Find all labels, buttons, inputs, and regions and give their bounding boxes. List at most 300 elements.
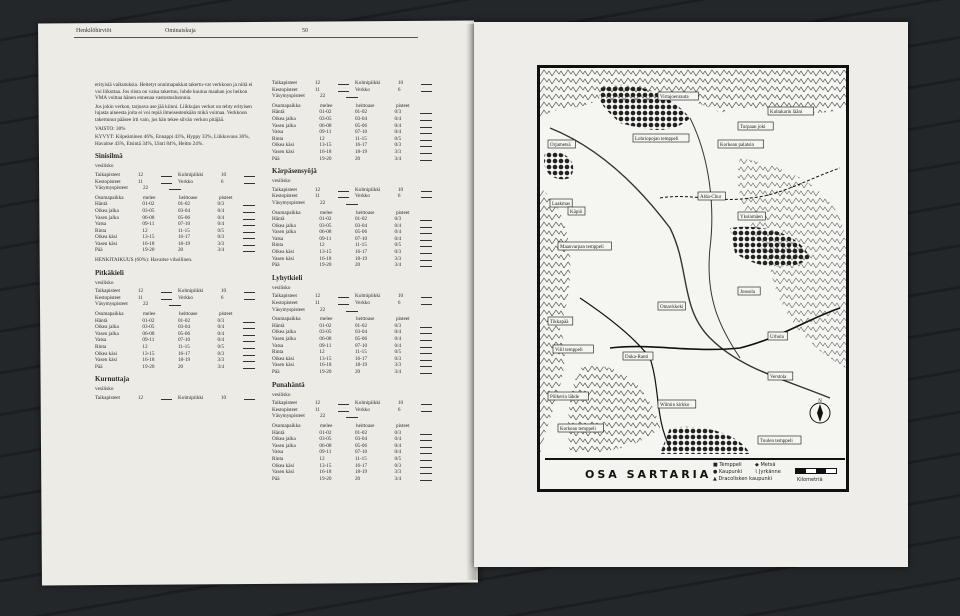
table-cell: 16-18 <box>142 240 155 247</box>
table-header-cell: pisteet <box>396 422 410 429</box>
right-column <box>272 80 432 482</box>
table-cell: 3/3 <box>394 362 402 369</box>
stat-label: Kolmipiikki <box>355 186 381 193</box>
stat-label: Taikapisteet <box>272 400 297 407</box>
hit-table <box>272 316 432 375</box>
table-row <box>95 247 255 254</box>
table-row <box>95 318 255 325</box>
stat-label: Kolmipiikki <box>355 400 381 407</box>
table-cell: Oikea jalka <box>272 222 296 229</box>
stat-label: Taikapisteet <box>272 293 297 300</box>
table-cell: 11-15 <box>354 349 367 356</box>
table-cell: 0/3 <box>394 249 402 256</box>
stat-row <box>272 307 432 314</box>
table-row <box>272 430 432 437</box>
table-cell: 01-02 <box>319 322 332 329</box>
table-cell: 13-15 <box>319 355 332 362</box>
table-cell: Oikea jalka <box>272 115 296 122</box>
table-cell: 3/4 <box>394 475 402 482</box>
table-cell: Vasen käsi <box>95 240 118 247</box>
table-cell: 0/4 <box>394 129 402 136</box>
table-header-cell: Osumapaikka <box>272 422 301 429</box>
table-cell: 06-08 <box>319 336 332 342</box>
stat-value: 12 <box>314 293 321 300</box>
stat-row <box>272 293 432 300</box>
table-cell: 01-02 <box>354 216 368 223</box>
fill-line <box>338 187 349 192</box>
table-row <box>95 228 255 235</box>
stat-row <box>95 172 255 179</box>
hit-table <box>95 311 255 370</box>
table-row <box>272 156 432 163</box>
table-cell: Vasen käsi <box>95 357 118 364</box>
stat-value: 6 <box>397 86 401 93</box>
table-cell: Oikea käsi <box>272 142 295 149</box>
table-cell: Vatsa <box>95 221 107 228</box>
page-number: 50 <box>302 28 308 34</box>
stat-value: 6 <box>397 300 401 307</box>
fill-line <box>420 443 432 448</box>
table-cell: 0/4 <box>394 329 402 336</box>
table-cell: 01-02 <box>319 216 332 223</box>
table-cell: 01-02 <box>354 322 368 329</box>
stat-value: 12 <box>137 288 144 295</box>
table-row <box>95 221 255 228</box>
table-cell: 09-11 <box>142 337 155 344</box>
stat-value: 12 <box>314 400 321 407</box>
table-cell: 16-17 <box>177 234 191 241</box>
table-row <box>95 241 255 248</box>
table-cell: 0/3 <box>394 462 402 469</box>
stat-row <box>95 288 255 295</box>
stat-row <box>95 395 255 402</box>
table-cell: 16-18 <box>319 255 332 262</box>
table-cell: 0/3 <box>394 322 402 329</box>
table-header-cell: Osumapaikka <box>272 102 301 109</box>
table-cell: 20 <box>354 262 361 269</box>
fill-line <box>420 343 432 348</box>
table-cell: 19-20 <box>319 368 332 375</box>
stat-block <box>272 400 432 420</box>
section-title: Punahäntä <box>272 380 305 389</box>
table-row <box>272 356 432 363</box>
table-row <box>272 249 432 256</box>
table-row <box>95 201 255 208</box>
fill-line <box>243 215 255 220</box>
fill-line <box>243 324 255 329</box>
fill-line <box>243 331 255 336</box>
stat-row <box>272 413 432 420</box>
stat-label: Verkko <box>355 193 370 200</box>
table-cell: Oikea jalka <box>272 329 296 336</box>
stat-label: Kolmipiikki <box>178 394 204 401</box>
stat-value: 10 <box>220 288 227 295</box>
table-header-cell: heittoase <box>356 102 375 109</box>
fill-line <box>420 129 432 134</box>
table-row <box>272 436 432 443</box>
table-row <box>95 208 255 215</box>
table-row <box>272 149 432 156</box>
stat-block-short <box>95 395 255 402</box>
table-row <box>95 357 255 364</box>
table-row <box>95 337 255 344</box>
stat-value: 10 <box>220 171 227 178</box>
table-cell: Rinta <box>95 344 107 350</box>
table-row <box>272 443 432 450</box>
table-row <box>272 362 432 369</box>
stat-value: 11 <box>137 294 143 301</box>
table-cell: Häntä <box>95 201 108 208</box>
scale-bar <box>795 468 837 474</box>
stat-value: 6 <box>220 294 224 301</box>
section-sub: vesilisko <box>272 391 291 398</box>
table-cell: 07-10 <box>354 449 368 456</box>
table-cell: Pää <box>95 363 103 370</box>
stat-row <box>272 400 432 407</box>
place-label: Pölkerin lähde <box>550 395 580 400</box>
table-cell: 03-04 <box>177 207 191 214</box>
table-cell: Rinta <box>95 227 107 234</box>
place-label: Tuulen temppeli <box>760 439 793 444</box>
fill-line <box>161 295 172 300</box>
legend-cliff: ⌇ Jyrkänne <box>755 469 781 475</box>
fill-line <box>420 369 432 374</box>
table-row <box>95 344 255 351</box>
fill-line <box>161 395 172 400</box>
left-column <box>95 82 255 402</box>
table-cell: 06-08 <box>319 229 332 236</box>
fill-line <box>243 351 255 356</box>
stat-label: Väsymyspisteet <box>272 93 305 100</box>
table-cell: 09-11 <box>142 221 155 228</box>
table-cell: Vasen jalka <box>95 214 119 221</box>
fill-line <box>338 300 349 305</box>
table-cell: 3/3 <box>394 148 402 155</box>
table-cell: 03-04 <box>354 115 368 122</box>
table-cell: 03-05 <box>142 207 155 214</box>
table-cell: 06-08 <box>319 122 332 129</box>
table-cell: 05-06 <box>354 336 368 342</box>
table-cell: 06-08 <box>142 330 155 337</box>
table-row <box>272 369 432 376</box>
stat-label: Verkko <box>178 294 193 301</box>
table-header-cell: pisteet <box>396 209 410 216</box>
table-row <box>272 449 432 456</box>
place-label: Käpiö <box>570 210 583 215</box>
table-cell: 16-17 <box>354 462 368 469</box>
table-cell: 0/3 <box>217 234 225 241</box>
table-cell: Häntä <box>272 322 285 329</box>
henkitaikuus-text: HENKITAIKUUS (60%): Havaitse vihollinen. <box>95 257 193 264</box>
fill-line <box>243 221 255 226</box>
stat-label: Kestopisteet <box>272 300 298 307</box>
table-row <box>95 351 255 358</box>
table-header <box>272 316 432 323</box>
table-cell: 3/4 <box>394 155 402 162</box>
table-cell: 0/4 <box>394 336 402 342</box>
fill-line <box>420 362 432 367</box>
intro-paragraph: Jos jokin verkon, tarjoava ase jää kiinni. Liikkujan verkot on tehty erityisen lujasta aineesta joita ei voi repiä ilmeisestenkään mikä voimaa. Verkkoon takertunut pääsee irti vain, jos hän tekee silvän verkon pitäjää. <box>95 103 252 123</box>
table-cell: 19-20 <box>319 475 332 482</box>
stat-value: 22 <box>320 306 326 313</box>
header-left: Henkilöhirviöt <box>76 28 112 34</box>
fill-line <box>161 288 172 293</box>
fill-line <box>161 172 172 177</box>
fill-line <box>420 242 432 247</box>
stat-value: 10 <box>397 80 404 86</box>
table-cell: 0/4 <box>394 235 402 242</box>
table-cell: 3/3 <box>394 255 402 262</box>
table-cell: 0/3 <box>394 142 402 149</box>
stat-value: 11 <box>314 300 320 307</box>
table-cell: Vatsa <box>272 235 284 242</box>
fill-line <box>243 337 255 342</box>
fill-line <box>169 185 181 190</box>
section-title: Pitkäkieli <box>95 268 124 277</box>
fill-line <box>244 295 255 300</box>
table-row <box>95 331 255 338</box>
fill-line <box>169 301 181 306</box>
place-label: Alda-Chur <box>700 195 722 200</box>
compass-label: N <box>818 399 822 404</box>
stat-value: 22 <box>320 413 326 420</box>
hit-table <box>272 423 432 482</box>
stat-value: 10 <box>397 400 404 407</box>
stat-value: 22 <box>143 185 149 192</box>
stat-label: Kestopisteet <box>95 294 121 301</box>
fill-line <box>420 123 432 128</box>
table-cell: 0/4 <box>217 214 225 221</box>
table-header-cell: heittoase <box>356 316 375 323</box>
table-cell: Rinta <box>272 349 284 356</box>
table-cell: 18-19 <box>354 362 368 369</box>
table-header-cell: melee <box>320 422 333 429</box>
stat-row <box>272 407 432 414</box>
stat-row <box>272 187 432 194</box>
table-cell: 19-20 <box>142 363 155 370</box>
table-cell: 0/5 <box>217 344 225 350</box>
fill-line <box>420 349 432 354</box>
fill-line <box>244 288 255 293</box>
table-cell: Vasen jalka <box>272 229 296 236</box>
legend-forest: ◆ Metsä <box>755 462 776 468</box>
table-cell: 18-19 <box>354 148 368 155</box>
table-cell: 09-11 <box>319 235 332 242</box>
table-cell: Vatsa <box>95 337 107 344</box>
table-cell: 16-18 <box>319 469 332 476</box>
table-header-cell: Osumapaikka <box>272 209 301 216</box>
table-cell: 0/4 <box>394 449 402 456</box>
section-title: Kärpäsensyöjä <box>272 167 317 176</box>
fill-line <box>420 236 432 241</box>
stat-value: 10 <box>397 293 404 300</box>
table-cell: Vasen käsi <box>272 469 295 476</box>
table-cell: 05-06 <box>177 214 191 221</box>
fill-line <box>420 476 432 481</box>
stat-row <box>272 200 432 207</box>
fill-line <box>420 142 432 147</box>
table-cell: 0/4 <box>217 221 225 228</box>
legend-temple: ■ Temppeli <box>713 462 742 468</box>
stat-value: 22 <box>320 93 326 100</box>
table-cell: 18-19 <box>177 240 191 247</box>
fill-line <box>420 336 432 341</box>
section-title: Kurnuttaja <box>95 375 130 384</box>
table-cell: 13-15 <box>142 350 155 357</box>
table-cell: 0/3 <box>394 216 402 223</box>
table-row <box>272 463 432 470</box>
table-header <box>272 103 432 110</box>
place-label: Jonsola <box>740 290 755 295</box>
table-cell: 20 <box>354 368 361 375</box>
place-label: Wilmin kirkko <box>660 403 690 408</box>
table-cell: 20 <box>354 475 361 482</box>
section-title: Lyhytkieli <box>272 273 303 282</box>
table-cell: 12 <box>319 455 325 462</box>
table-cell: 0/3 <box>217 317 225 324</box>
fill-line <box>420 256 432 261</box>
place-label: Virtajoenrauta <box>660 95 689 100</box>
header-rule <box>74 37 418 38</box>
fill-line <box>346 200 358 205</box>
table-cell: Vatsa <box>272 449 284 456</box>
map-caption <box>545 458 845 492</box>
stat-row <box>272 80 432 87</box>
table-cell: 09-11 <box>319 449 332 456</box>
stat-label: Kolmipiikki <box>355 293 381 300</box>
stat-block <box>95 288 255 308</box>
fill-line <box>338 407 349 412</box>
stat-label: Verkko <box>178 178 193 185</box>
table-header <box>272 423 432 430</box>
place-label: Turpaan joki <box>740 125 766 130</box>
table-row <box>272 469 432 476</box>
legend-draco-city: ▲ Dracolisken kaupunki <box>713 476 772 482</box>
stat-label: Väsymyspisteet <box>272 413 305 420</box>
table-cell: 13-15 <box>319 462 332 469</box>
table-cell: 20 <box>354 155 361 162</box>
fill-line <box>420 449 432 454</box>
stat-label: Väsymyspisteet <box>95 301 128 308</box>
table-cell: 16-17 <box>354 249 368 256</box>
table-cell: 0/4 <box>394 436 402 443</box>
fill-line <box>420 156 432 161</box>
table-cell: Oikea jalka <box>95 324 119 331</box>
fill-line <box>420 216 432 221</box>
table-row <box>272 216 432 223</box>
fill-line <box>243 228 255 233</box>
table-cell: 19-20 <box>319 262 332 269</box>
table-cell: 11-15 <box>177 227 190 234</box>
table-cell: 19-20 <box>142 247 155 254</box>
table-cell: 19-20 <box>319 155 332 162</box>
table-cell: 18-19 <box>354 255 368 262</box>
stat-value: 12 <box>137 394 144 401</box>
table-cell: Vasen jalka <box>95 330 119 337</box>
stat-row <box>95 185 255 192</box>
table-cell: 0/4 <box>394 115 402 122</box>
stat-value: 11 <box>314 406 320 413</box>
table-row <box>95 364 255 371</box>
stat-label: Kestopisteet <box>95 178 121 185</box>
stat-value: 6 <box>397 406 401 413</box>
fill-line <box>346 413 358 418</box>
section-sub: vesilisko <box>95 386 114 393</box>
table-header-cell: pisteet <box>219 311 233 318</box>
fill-line <box>421 193 432 198</box>
table-cell: 03-05 <box>319 115 332 122</box>
stat-label: Väsymyspisteet <box>272 306 305 313</box>
legend-cliff-label: Jyrkänne <box>759 469 781 475</box>
stat-label: Kolmipiikki <box>178 171 204 178</box>
fill-line <box>420 356 432 361</box>
table-cell: Häntä <box>272 429 285 436</box>
stat-label: Verkko <box>355 86 370 93</box>
fill-line <box>420 116 432 121</box>
table-cell: 16-18 <box>319 148 332 155</box>
section-sub: vesilisko <box>272 284 291 291</box>
fill-line <box>243 344 255 349</box>
table-cell: 20 <box>177 247 184 254</box>
table-cell: Vasen käsi <box>272 148 295 155</box>
table-cell: 0/4 <box>394 229 402 236</box>
stat-value: 12 <box>314 80 321 86</box>
table-header-cell: melee <box>320 209 333 216</box>
table-header <box>272 210 432 217</box>
stat-label: Taikapisteet <box>272 186 297 193</box>
table-cell: 07-10 <box>354 342 368 349</box>
table-cell: 18-19 <box>177 357 191 364</box>
place-label: Urhola <box>770 335 784 340</box>
table-row <box>95 234 255 241</box>
table-cell: 03-05 <box>319 329 332 336</box>
table-cell: 0/4 <box>217 337 225 344</box>
table-cell: Oikea käsi <box>95 234 118 241</box>
table-cell: 09-11 <box>319 342 332 349</box>
table-row <box>272 262 432 269</box>
fill-line <box>346 93 358 98</box>
stat-row <box>272 87 432 94</box>
legend-temple-label: Temppeli <box>719 462 742 468</box>
table-cell: 3/3 <box>217 240 225 247</box>
table-row <box>272 136 432 143</box>
table-cell: Oikea jalka <box>95 207 119 214</box>
vaisto-text: VAISTO: 30% <box>95 125 126 132</box>
stat-row <box>272 300 432 307</box>
table-row <box>272 242 432 249</box>
table-row <box>272 236 432 243</box>
table-row <box>272 456 432 463</box>
table-cell: 03-05 <box>142 324 155 331</box>
table-row <box>95 215 255 222</box>
table-row <box>272 343 432 350</box>
table-cell: 3/4 <box>217 363 225 370</box>
stat-row <box>95 179 255 186</box>
table-cell: Vasen jalka <box>272 336 296 342</box>
table-cell: 0/5 <box>394 135 402 142</box>
fill-line <box>243 318 255 323</box>
table-header <box>95 195 255 202</box>
table-cell: 0/5 <box>394 242 402 249</box>
table-cell: 16-18 <box>142 357 155 364</box>
hit-table <box>272 210 432 269</box>
table-row <box>272 323 432 330</box>
stat-label: Taikapisteet <box>95 171 120 178</box>
table-cell: 0/3 <box>394 109 402 116</box>
table-cell: Oikea käsi <box>95 350 118 357</box>
table-cell: 12 <box>319 242 325 249</box>
stat-label: Verkko <box>355 406 370 413</box>
